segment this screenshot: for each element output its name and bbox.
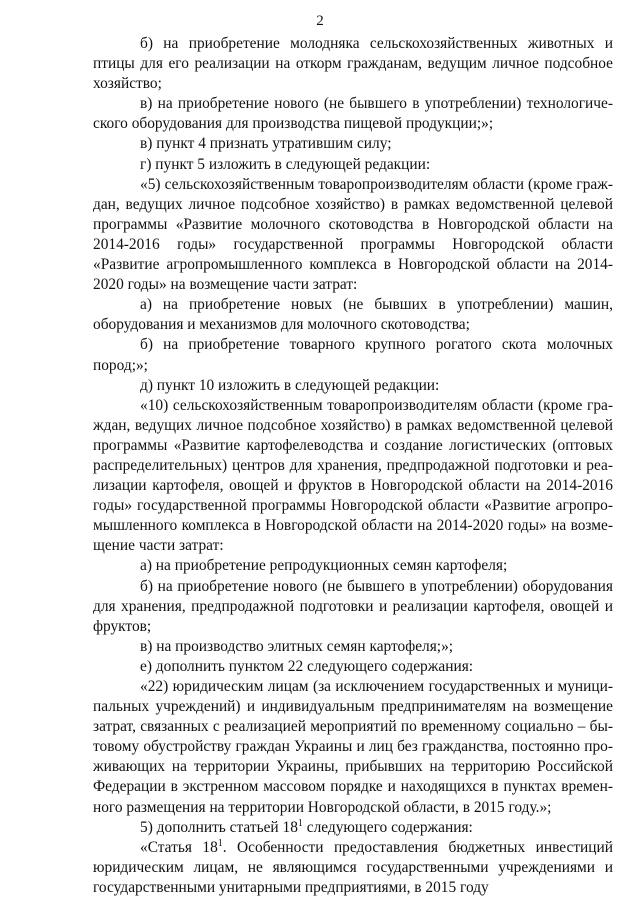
paragraph-d-clause-10: д) пункт 10 изложить в следующей редакции: bbox=[140, 376, 440, 394]
article-heading-text-end: . Особенности предоставления бюджетных инвестиций юридическим лицам, не являющимся государственными учреждениями и государственными унитарными предприятиями, в 2015 году bbox=[93, 838, 613, 896]
paragraph-b-storage-equipment: б) на приобретение нового (не бывшего в употреблении) оборудования для хранения, предпродажной подготовки и реализации картофеля, овощей и фруктов; bbox=[93, 577, 613, 635]
article-heading-text: «Статья 18 bbox=[140, 838, 218, 856]
paragraph-e-clause-22: е) дополнить пунктом 22 следующего содержания: bbox=[140, 657, 474, 675]
paragraph-a-machines: а) на приобретение новых (не бывших в употреблении) машин, оборудования и механизмов для молочного скотоводства; bbox=[93, 296, 613, 334]
paragraph-item-5: «5) сельскохозяйственным товаропроизводителям области (кроме граждан, ведущих личное подсобное хозяйство) в рамках ведомственной целевой программы «Развитие молочного скотоводства в Новгородской области на 2014-2016 годы» государственной программы Новгородской области «Развитие агропромышленного комплекса в Новгородской области на 2014-2020 годы» на возмещение части затрат: bbox=[93, 175, 613, 294]
paragraph-article-heading bbox=[93, 838, 613, 898]
paragraph-b-young-livestock: б) на приобретение молодняка сельскохозяйственных животных и птицы для его реализации на откорм гражданам, ведущим личное подсобное хозяйство; bbox=[93, 35, 613, 93]
article-intro-superscript: 1 bbox=[297, 817, 303, 829]
document-body bbox=[93, 34, 613, 898]
article-heading-superscript: 1 bbox=[217, 837, 223, 849]
page-number: 2 bbox=[316, 13, 324, 29]
paragraph-a-seed-potatoes: а) на приобретение репродукционных семян картофеля; bbox=[140, 557, 508, 575]
paragraph-g-clause-5: г) пункт 5 изложить в следующей редакции: bbox=[140, 155, 431, 173]
article-intro-text: 5) дополнить статьей 18 bbox=[140, 818, 298, 836]
article-intro-text-end: следующего содержания: bbox=[302, 818, 473, 836]
paragraph-v-clause-4: в) пункт 4 признать утратившим силу; bbox=[140, 135, 392, 153]
paragraph-item-10: «10) сельскохозяйственным товаропроизводителям области (кроме граждан, ведущих личное подсобное хозяйство) в рамках ведомственной целевой программы «Развитие картофелеводства и создание логистических (оптовых распределительных) центров для хранения, предпродажной подготовки и реализации картофеля, овощей и фруктов в Новгородской области на 2014-2016 годы» государственной программы Новгородской области «Развитие агропромышленного комплекса в Новгородской области на 2014-2020 годы» на возмещение части затрат: bbox=[93, 396, 613, 555]
paragraph-v-elite-seeds: в) на производство элитных семян картофеля;»; bbox=[140, 637, 454, 655]
paragraph-item-22: «22) юридическим лицам (за исключением государственных и муниципальных учреждений) и индивидуальным предпринимателям на возмещение затрат, связанных с реализацией мероприятий по временному социально – бытовому обустройству граждан Украины и лиц без гражданства, постоянно проживающих на территории Украины, прибывших на территорию Российской Федерации в экстренном массовом порядке и находящихся в пунктах временного размещения на территории Новгородской области, в 2015 году.»; bbox=[93, 678, 613, 816]
paragraph-b-cattle: б) на приобретение товарного крупного рогатого скота молочных пород;»; bbox=[93, 336, 613, 374]
paragraph-article-intro bbox=[93, 818, 613, 838]
paragraph-v-food-equipment: в) на приобретение нового (не бывшего в употреблении) технологического оборудования для производства пищевой продукции;»; bbox=[93, 95, 613, 133]
